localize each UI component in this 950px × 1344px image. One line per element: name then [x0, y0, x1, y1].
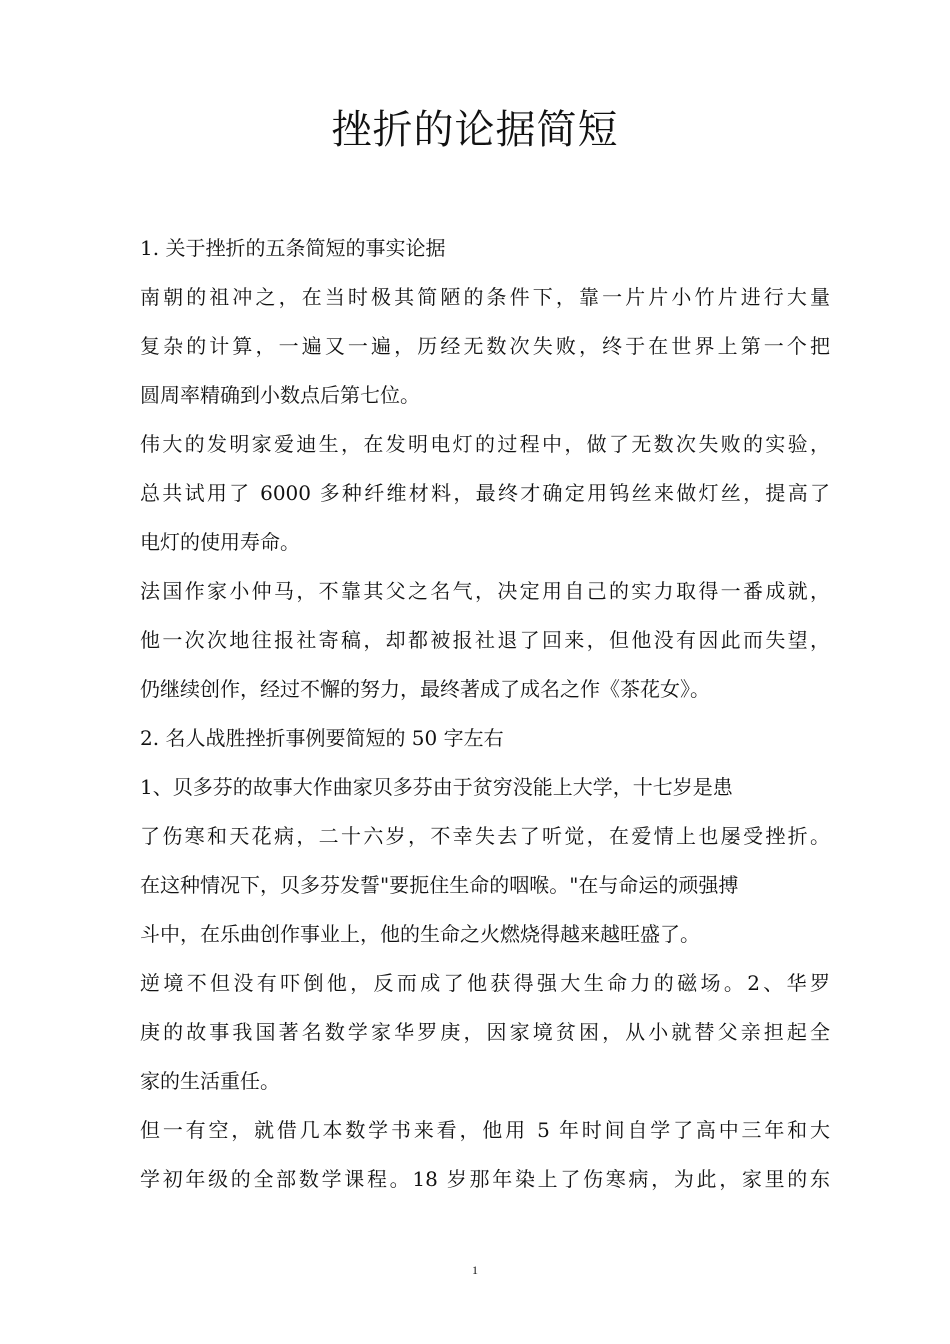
paragraph-line: 家的生活重任。: [140, 1069, 280, 1093]
paragraph-line: 1、贝多芬的故事大作曲家贝多芬由于贫穷没能上大学，十七岁是患: [140, 775, 733, 799]
paragraph-line: 他一次次地往报社寄稿，却都被报社退了回来，但他没有因此而失望，: [140, 628, 830, 652]
page-number: 1: [472, 1263, 478, 1277]
paragraph-line: 法国作家小仲马，不靠其父之名气，决定用自己的实力取得一番成就，: [140, 579, 830, 603]
paragraph-line: 了伤寒和天花病，二十六岁，不幸失去了听觉，在爱情上也屡受挫折。: [140, 824, 830, 848]
paragraph-line: 庚的故事我国著名数学家华罗庚，因家境贫困，从小就替父亲担起全: [140, 1020, 830, 1044]
paragraph-line: 总共试用了 6000 多种纤维材料，最终才确定用钨丝来做灯丝，提高了: [140, 481, 830, 505]
document-title: 挫折的论据简短: [331, 107, 619, 153]
paragraph-line: 南朝的祖冲之，在当时极其简陋的条件下，靠一片片小竹片进行大量: [140, 285, 830, 309]
paragraph-line: 但一有空，就借几本数学书来看，他用 5 年时间自学了高中三年和大: [140, 1118, 830, 1142]
paragraph-line: 学初年级的全部数学课程。18 岁那年染上了伤寒病，为此，家里的东: [140, 1167, 830, 1191]
paragraph-line: 逆境不但没有吓倒他，反而成了他获得强大生命力的磁场。2、华罗: [140, 971, 830, 995]
paragraph-line: 仍继续创作，经过不懈的努力，最终著成了成名之作《茶花女》。: [140, 677, 710, 701]
paragraph-line: 在这种情况下，贝多芬发誓"要扼住生命的咽喉。"在与命运的顽强搏: [140, 873, 739, 897]
paragraph-line: 复杂的计算，一遍又一遍，历经无数次失败，终于在世界上第一个把: [140, 334, 830, 358]
paragraph-line: 伟大的发明家爱迪生，在发明电灯的过程中，做了无数次失败的实验，: [140, 432, 830, 456]
paragraph-line: 电灯的使用寿命。: [140, 530, 300, 554]
section-heading-2: 2. 名人战胜挫折事例要简短的 50 字左右: [140, 726, 504, 750]
section-heading-1: 1. 关于挫折的五条简短的事实论据: [140, 236, 446, 260]
document-body: [140, 224, 830, 1204]
paragraph-line: 斗中，在乐曲创作事业上，他的生命之火燃烧得越来越旺盛了。: [140, 922, 700, 946]
paragraph-line: 圆周率精确到小数点后第七位。: [140, 383, 420, 407]
